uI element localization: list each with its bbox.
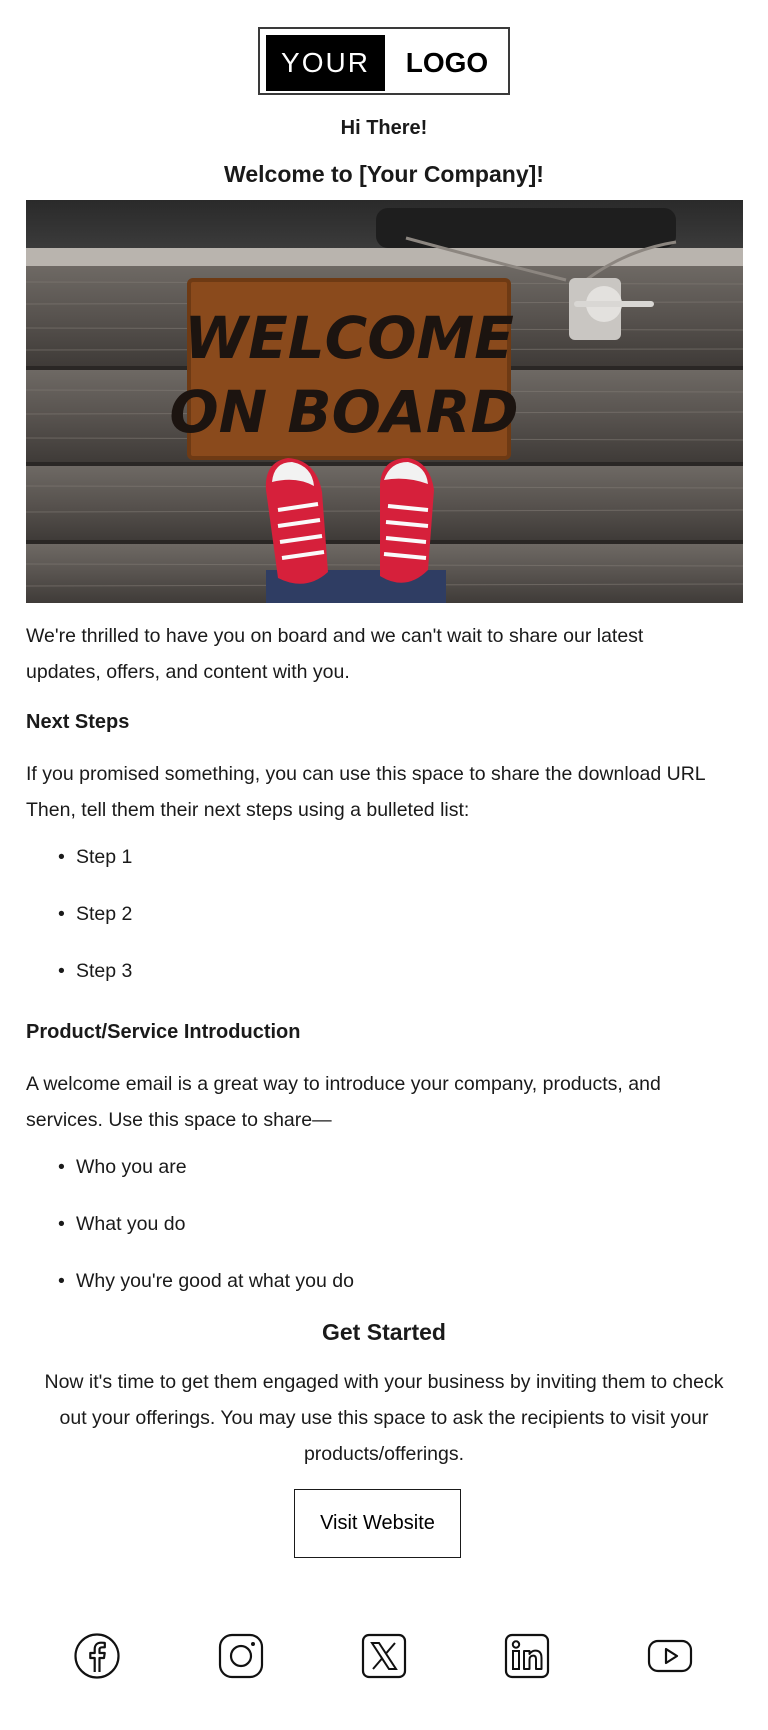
- paragraph-line: If you promised something, you can use this space to share the download URL: [26, 763, 706, 785]
- list-item: • Step 3: [58, 960, 132, 983]
- list-item: • What you do: [58, 1213, 185, 1236]
- mat-text-line1: WELCOME: [184, 304, 514, 372]
- paragraph-line: services. Use this space to share—: [26, 1109, 332, 1131]
- intro-line: updates, offers, and content with you.: [26, 661, 350, 683]
- linkedin-icon[interactable]: [503, 1632, 551, 1680]
- mat-text-line2: ON BOARD: [169, 378, 519, 446]
- next-steps-paragraph: [26, 756, 746, 828]
- welcome-heading: Welcome to [Your Company]!: [224, 161, 544, 187]
- facebook-icon[interactable]: [73, 1632, 121, 1680]
- list-item: • Who you are: [58, 1156, 187, 1179]
- list-item: • Step 1: [58, 846, 132, 869]
- logo-right-text: LOGO: [405, 47, 489, 78]
- get-started-paragraph: [20, 1364, 748, 1472]
- paragraph-line: out your offerings. You may use this space to ask the recipients to visit your: [59, 1407, 709, 1429]
- list-item: • Step 2: [58, 903, 132, 926]
- hero-image: [26, 200, 743, 603]
- paragraph-line: A welcome email is a great way to introduce your company, products, and: [26, 1073, 661, 1095]
- x-twitter-icon[interactable]: [360, 1632, 408, 1680]
- next-steps-heading: Next Steps: [26, 711, 130, 733]
- logo-left-text: YOUR: [266, 35, 385, 91]
- paragraph-line: Then, tell them their next steps using a bulleted list:: [26, 799, 470, 821]
- product-heading: Product/Service Introduction: [26, 1021, 301, 1043]
- paragraph-line: Now it's time to get them engaged with your business by inviting them to check: [44, 1371, 724, 1393]
- company-logo[interactable]: [258, 27, 510, 95]
- youtube-icon[interactable]: [646, 1632, 694, 1680]
- intro-line: We're thrilled to have you on board and we can't wait to share our latest: [26, 625, 644, 647]
- paragraph-line: products/offerings.: [303, 1443, 465, 1465]
- instagram-icon[interactable]: [217, 1632, 265, 1680]
- visit-website-button[interactable]: Visit Website: [294, 1489, 461, 1558]
- greeting: Hi There!: [340, 117, 428, 139]
- get-started-heading: Get Started: [322, 1319, 446, 1345]
- list-item: • Why you're good at what you do: [58, 1270, 354, 1293]
- intro-paragraph: [26, 618, 746, 690]
- product-paragraph: [26, 1066, 746, 1138]
